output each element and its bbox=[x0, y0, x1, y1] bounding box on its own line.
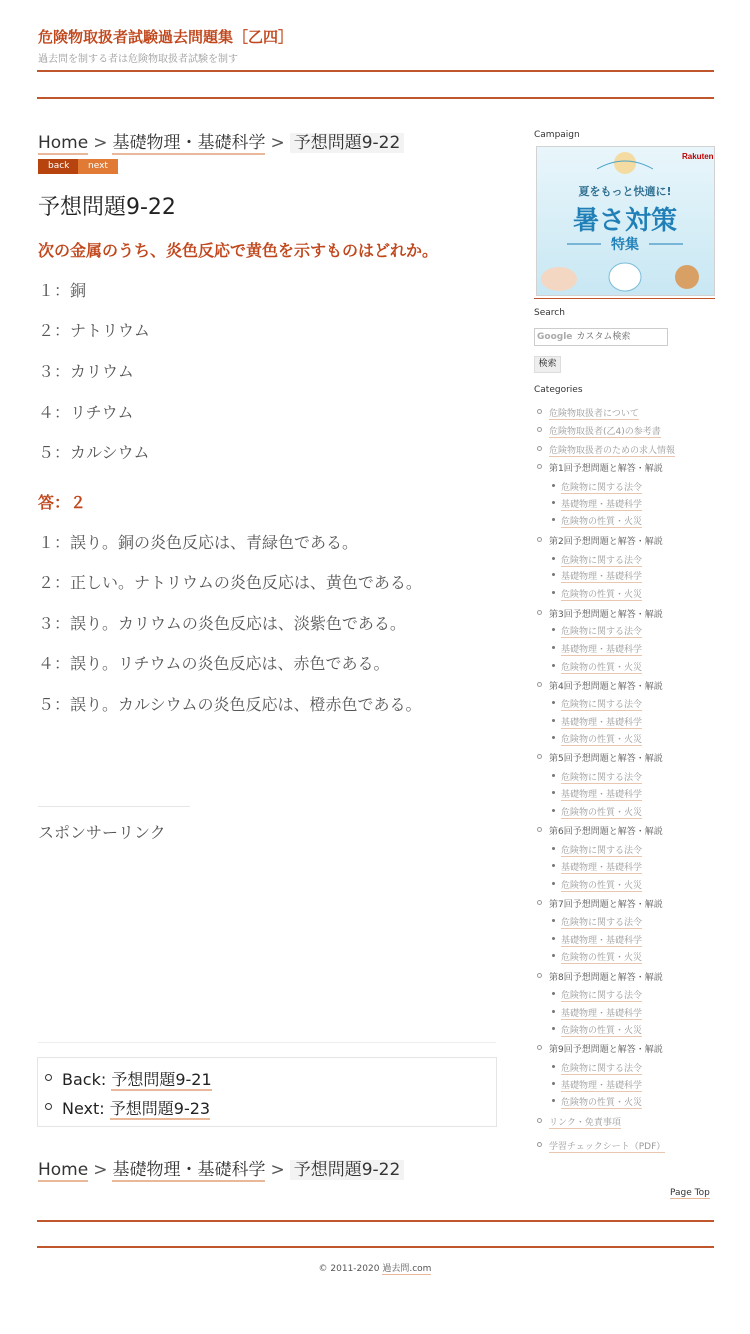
google-logo: Google bbox=[537, 332, 573, 342]
category-round-1: 第1回予想問題と解答・解説 bbox=[549, 461, 663, 474]
category-sublink[interactable]: 基礎物理・基礎科学 bbox=[561, 1006, 642, 1020]
breadcrumb-separator: > bbox=[270, 133, 285, 153]
next-post-link[interactable]: 予想問題9-23 bbox=[109, 1099, 211, 1118]
footer-site-link[interactable]: 過去問.com bbox=[382, 1264, 432, 1274]
next-button[interactable]: next bbox=[78, 159, 118, 174]
banner-illustration bbox=[537, 147, 714, 295]
search-button[interactable]: 検索 bbox=[534, 356, 561, 373]
breadcrumb-separator: > bbox=[93, 133, 108, 153]
category-sublink[interactable]: 危険物に関する法令 bbox=[561, 1061, 642, 1075]
breadcrumb-bottom bbox=[38, 1155, 404, 1180]
category-sublink[interactable]: 基礎物理・基礎科学 bbox=[561, 787, 642, 801]
search-heading: Search bbox=[534, 308, 565, 318]
category-sublink[interactable]: 基礎物理・基礎科学 bbox=[561, 497, 642, 511]
choice-item: ４：リチウム bbox=[38, 403, 134, 422]
footer-divider-2 bbox=[37, 1246, 714, 1248]
sponsor-label: スポンサーリンク bbox=[38, 823, 166, 842]
category-sublink[interactable]: 基礎物理・基礎科学 bbox=[561, 1078, 642, 1092]
explanation-item: １：誤り。銅の炎色反応は、青緑色である。 bbox=[38, 533, 359, 552]
category-round-2: 第2回予想問題と解答・解説 bbox=[549, 534, 663, 547]
footer-copyright bbox=[0, 1261, 750, 1274]
site-description: 過去問を制する者は危険物取扱者試験を制す bbox=[38, 54, 238, 65]
category-sublink[interactable]: 危険物の性質・火災 bbox=[561, 805, 642, 819]
next-link-item bbox=[62, 1096, 210, 1119]
category-sublink[interactable]: 危険物の性質・火災 bbox=[561, 950, 642, 964]
back-post-link[interactable]: 予想問題9-21 bbox=[111, 1070, 212, 1089]
next-prefix: Next: bbox=[62, 1099, 105, 1118]
breadcrumb-current: 予想問題9-22 bbox=[290, 1160, 405, 1180]
post-nav-buttons bbox=[38, 159, 118, 174]
copyright-text: © 2011-2020 bbox=[318, 1264, 380, 1274]
category-link[interactable]: 危険物取扱者(乙4)の参考書 bbox=[549, 424, 661, 438]
choice-item: ２：ナトリウム bbox=[38, 321, 150, 340]
dog-illustration bbox=[675, 265, 699, 289]
category-round-7: 第7回予想問題と解答・解説 bbox=[549, 897, 663, 910]
header-divider-2 bbox=[37, 97, 714, 99]
category-sublink[interactable]: 危険物に関する法令 bbox=[561, 553, 642, 567]
rakuten-logo: Rakuten bbox=[682, 152, 714, 161]
category-link[interactable]: 危険物取扱者のための求人情報 bbox=[549, 443, 675, 457]
category-sublink[interactable]: 危険物の性質・火災 bbox=[561, 1023, 642, 1037]
breadcrumb-category-link[interactable]: 基礎物理・基礎科学 bbox=[112, 133, 266, 153]
links-disclaimer-link[interactable]: リンク・免責事項 bbox=[549, 1115, 621, 1129]
category-round-8: 第8回予想問題と解答・解説 bbox=[549, 970, 663, 983]
breadcrumb-home-link[interactable]: Home bbox=[38, 133, 89, 153]
category-sublink[interactable]: 危険物の性質・火災 bbox=[561, 732, 642, 746]
category-link[interactable]: 危険物取扱者について bbox=[549, 406, 639, 420]
category-sublink[interactable]: 危険物の性質・火災 bbox=[561, 514, 642, 528]
answer-heading: 答：２ bbox=[38, 493, 87, 512]
category-round-3: 第3回予想問題と解答・解説 bbox=[549, 607, 663, 620]
choice-item: １：銅 bbox=[38, 281, 87, 300]
back-button[interactable]: back bbox=[38, 159, 78, 174]
category-sublink[interactable]: 危険物の性質・火災 bbox=[561, 587, 642, 601]
banner-line1: 夏をもっと快適に! bbox=[578, 185, 672, 198]
campaign-heading: Campaign bbox=[534, 130, 580, 140]
category-sublink[interactable]: 危険物に関する法令 bbox=[561, 770, 642, 784]
page-title: 予想問題9-22 bbox=[38, 195, 176, 220]
category-sublink[interactable]: 危険物に関する法令 bbox=[561, 915, 642, 929]
category-round-5: 第5回予想問題と解答・解説 bbox=[549, 751, 663, 764]
breadcrumb-separator: > bbox=[93, 1160, 108, 1180]
footer-divider bbox=[37, 1220, 714, 1222]
explanation-item: ４：誤り。リチウムの炎色反応は、赤色である。 bbox=[38, 654, 390, 673]
category-sublink[interactable]: 危険物の性質・火災 bbox=[561, 1095, 642, 1109]
header-divider bbox=[37, 70, 714, 72]
site-title[interactable]: 危険物取扱者試験過去問題集［乙四］ bbox=[38, 28, 294, 46]
back-next-box bbox=[37, 1057, 497, 1127]
category-round-6: 第6回予想問題と解答・解説 bbox=[549, 824, 663, 837]
person-illustration bbox=[541, 267, 577, 291]
categories-heading: Categories bbox=[534, 385, 583, 395]
category-sublink[interactable]: 危険物に関する法令 bbox=[561, 988, 642, 1002]
category-sublink[interactable]: 基礎物理・基礎科学 bbox=[561, 933, 642, 947]
breadcrumb-category-link[interactable]: 基礎物理・基礎科学 bbox=[112, 1160, 266, 1180]
category-sublink[interactable]: 危険物に関する法令 bbox=[561, 843, 642, 857]
category-sublink[interactable]: 基礎物理・基礎科学 bbox=[561, 715, 642, 729]
category-sublink[interactable]: 危険物に関する法令 bbox=[561, 480, 642, 494]
back-link-item bbox=[62, 1067, 212, 1090]
checksheet-pdf-link[interactable]: 学習チェックシート（PDF） bbox=[549, 1139, 665, 1153]
category-sublink[interactable]: 危険物に関する法令 bbox=[561, 697, 642, 711]
back-prefix: Back: bbox=[62, 1070, 107, 1089]
category-round-9: 第9回予想問題と解答・解説 bbox=[549, 1042, 663, 1055]
choice-item: ５：カルシウム bbox=[38, 443, 150, 462]
question-text: 次の金属のうち、炎色反応で黄色を示すものはどれか。 bbox=[38, 241, 439, 260]
category-sublink[interactable]: 基礎物理・基礎科学 bbox=[561, 642, 642, 656]
breadcrumb-current: 予想問題9-22 bbox=[290, 133, 405, 153]
explanation-item: ２：正しい。ナトリウムの炎色反応は、黄色である。 bbox=[38, 573, 422, 592]
campaign-banner[interactable] bbox=[536, 146, 715, 296]
breadcrumb-home-link[interactable]: Home bbox=[38, 1160, 89, 1180]
category-sublink[interactable]: 危険物の性質・火災 bbox=[561, 660, 642, 674]
banner-line3: 特集 bbox=[611, 237, 639, 253]
explanation-item: ３：誤り。カリウムの炎色反応は、淡紫色である。 bbox=[38, 614, 406, 633]
category-sublink[interactable]: 危険物の性質・火災 bbox=[561, 878, 642, 892]
bear-illustration bbox=[609, 263, 641, 291]
choice-item: ３：カリウム bbox=[38, 362, 134, 381]
ad-divider bbox=[38, 1042, 496, 1043]
page-top-link[interactable]: Page Top bbox=[670, 1188, 710, 1198]
search-placeholder: カスタム検索 bbox=[576, 332, 631, 342]
sponsor-divider bbox=[38, 806, 190, 807]
breadcrumb bbox=[38, 128, 404, 153]
explanation-item: ５：誤り。カルシウムの炎色反応は、橙赤色である。 bbox=[38, 695, 422, 714]
category-sublink[interactable]: 基礎物理・基礎科学 bbox=[561, 860, 642, 874]
category-sublink[interactable]: 基礎物理・基礎科学 bbox=[561, 569, 642, 583]
sidebar-divider bbox=[534, 298, 715, 299]
category-sublink[interactable]: 危険物に関する法令 bbox=[561, 624, 642, 638]
search-input[interactable] bbox=[534, 328, 668, 346]
category-round-4: 第4回予想問題と解答・解説 bbox=[549, 679, 663, 692]
sun-icon bbox=[614, 152, 636, 174]
breadcrumb-separator: > bbox=[270, 1160, 285, 1180]
banner-line2: 暑さ対策 bbox=[572, 206, 678, 236]
